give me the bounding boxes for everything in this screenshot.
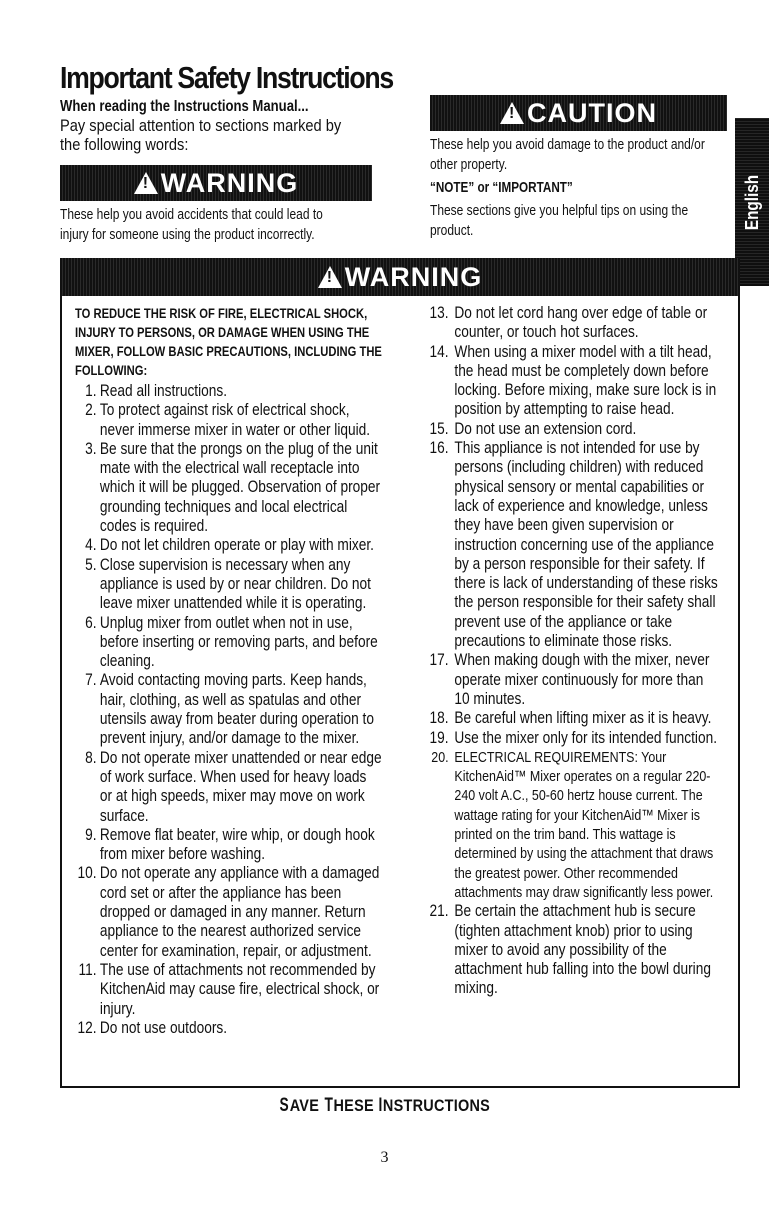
safety-item-text: Do not use outdoors.: [99, 1018, 228, 1037]
warning-label: WARNING: [160, 167, 299, 198]
safety-item-number: 17.: [429, 651, 449, 670]
safety-item: [75, 961, 382, 1019]
safety-item: [75, 749, 382, 826]
warning-column-right: [427, 304, 769, 999]
warning-banner: [60, 165, 372, 201]
page-title: Important Safety Instructions: [60, 60, 393, 95]
safety-item-number: 9.: [85, 825, 97, 844]
safety-item: [75, 864, 382, 960]
safety-item-text: When using a mixer model with a tilt head, the head must be completely down before locking. Before mixing, make sure lock is in position by attempting to raise head.: [454, 342, 717, 419]
safety-item-text: Avoid contacting moving parts. Keep hands, hair, clothing, as well as spatulas and other utensils away from beater during operation to prevent injury, and/or damage to the mixer.: [99, 671, 374, 748]
warning-column-left: [75, 304, 445, 1038]
safety-item-text: When making dough with the mixer, never operate mixer continuously for more than 10 minutes.: [454, 651, 710, 708]
safety-item-number: 12.: [77, 1018, 97, 1037]
safety-item-number: 19.: [429, 728, 449, 747]
safety-item-text: Be certain the attachment hub is secure (tighten attachment knob) prior to using mixer to avoid any possibility of the attachment hub falling into the bowl during mixing.: [454, 902, 711, 998]
safety-item-text: Do not operate any appliance with a damaged cord set or after the appliance has been dropped or damaged in any manner. Return appliance to the nearest authorized service center for examination, repair, or adjustment.: [99, 864, 380, 960]
safety-item-number: 18.: [429, 709, 449, 728]
safety-item-text: Be sure that the prongs on the plug of the unit mate with the electrical wall receptacle into which it will be plugged. Observation of proper grounding techniques and local electrical codes is required.: [99, 439, 381, 536]
safety-item-text: This appliance is not intended for use by persons (including children) with reduced physical sensory or mental capabilities or lack of experience and knowledge, unless they have been given supervision or instruction concerning use of the appliance by a person responsible for their safety. If there is lack of understanding of these risks the person responsible for their safety shall prevent use of the appliance or take precautions to eliminate those risks.: [454, 439, 718, 651]
note-definition: These sections give you helpful tips on using the product.: [430, 202, 689, 239]
safety-item-number: 5.: [85, 555, 97, 574]
safety-item-number: 1.: [85, 382, 97, 400]
caution-triangle-icon: [500, 102, 524, 124]
safety-item: [427, 709, 719, 728]
safety-item-text: Remove flat beater, wire whip, or dough hook from mixer before washing.: [99, 825, 375, 864]
safety-item-text: Do not let cord hang over edge of table or counter, or touch hot surfaces.: [454, 304, 708, 342]
safety-item-number: 16.: [429, 439, 449, 458]
safety-item-text: Unplug mixer from outlet when not in use, before inserting or removing parts, and before cleaning.: [99, 613, 378, 671]
safety-item: [427, 902, 719, 998]
warning-triangle-icon: [134, 172, 158, 194]
safety-item-text: Use the mixer only for its intended function.: [454, 728, 718, 747]
safety-item-number: 8.: [85, 748, 97, 767]
warning-definition: These help you avoid accidents that could lead to injury for someone using the product incorrectly.: [60, 206, 323, 243]
safety-item-number: 3.: [85, 439, 97, 458]
safety-item-number: 7.: [85, 671, 97, 690]
safety-item: [427, 343, 719, 420]
safety-item-text: Do not operate mixer unattended or near edge of work surface. When used for heavy loads or at high speeds, mixer may move on work surface.: [99, 748, 382, 825]
safety-item-text: Do not use an extension cord.: [454, 419, 637, 438]
safety-item-text: Be careful when lifting mixer as it is heavy.: [454, 709, 712, 728]
safety-item: [427, 729, 719, 748]
safety-item: [75, 382, 382, 401]
safety-item-text: Read all instructions.: [99, 382, 228, 400]
safety-item-number: 15.: [429, 419, 449, 438]
safety-item-number: 2.: [85, 401, 97, 420]
save-instructions: [0, 1095, 769, 1117]
safety-item: [75, 1019, 382, 1038]
safety-item: [427, 748, 719, 902]
safety-item-number: 21.: [429, 902, 449, 921]
safety-item: [427, 651, 719, 709]
safety-item-text: Do not let children operate or play with mixer.: [99, 536, 374, 555]
safety-item: [75, 614, 382, 672]
main-warning-label: WARNING: [344, 261, 483, 292]
warning-list-right: [427, 304, 719, 999]
safety-item-number: 13.: [429, 304, 449, 322]
save-instructions-text: SAVE THESE INSTRUCTIONS: [279, 1095, 491, 1116]
intro-lead: When reading the Instructions Manual...: [60, 98, 309, 115]
safety-item-number: 6.: [85, 613, 97, 632]
caution-label: CAUTION: [527, 97, 657, 128]
safety-item: [427, 439, 719, 651]
language-tab-label: English: [741, 174, 762, 230]
safety-item: [75, 440, 382, 536]
safety-item-text: To protect against risk of electrical shock, never immerse mixer in water or other liquid.: [99, 401, 371, 439]
safety-item-text: Close supervision is necessary when any appliance is used by or near children. Do not leave mixer unattended while it is operating.: [99, 555, 371, 613]
safety-item: [75, 826, 382, 865]
safety-item: [75, 401, 382, 440]
safety-item-number: 4.: [85, 536, 97, 555]
safety-item: [75, 671, 382, 748]
safety-item-number: 20.: [431, 748, 449, 766]
caution-definition: These help you avoid damage to the product and/or other property.: [430, 136, 705, 173]
caution-banner: [430, 95, 727, 131]
note-heading: “NOTE” or “IMPORTANT”: [430, 179, 573, 196]
safety-item-text: The use of attachments not recommended by KitchenAid may cause fire, electrical shock, or injury.: [99, 960, 380, 1018]
page-number: 3: [380, 1149, 389, 1166]
main-warning-banner: [60, 258, 740, 296]
safety-item-text: ELECTRICAL REQUIREMENTS: Your KitchenAid™ Mixer operates on a regular 220-240 volt A.C., 50-60 hertz house current. The wattage rating for your KitchenAid™ Mixer is printed on the trim band. This wattage is determined by using the attachment that draws the greatest power. Other recommended attachments may draw significantly less power.: [454, 748, 714, 901]
intro-body: Pay special attention to sections marked by the following words:: [60, 116, 342, 154]
safety-item: [75, 556, 382, 614]
safety-item: [75, 536, 382, 555]
safety-item-number: 10.: [77, 864, 97, 883]
warning-lead: TO REDUCE THE RISK OF FIRE, ELECTRICAL SHOCK, INJURY TO PERSONS, OR DAMAGE WHEN USING THE MIXER, FOLLOW BASIC PRECAUTIONS, INCLUDING THE FOLLOWING:: [75, 306, 382, 378]
warning-list-left: [75, 382, 382, 1038]
safety-item: [427, 304, 719, 343]
safety-item-number: 11.: [78, 960, 97, 979]
language-tab: [735, 118, 769, 286]
main-warning-triangle-icon: [318, 266, 342, 288]
safety-item: [427, 420, 719, 439]
safety-item-number: 14.: [429, 342, 449, 361]
